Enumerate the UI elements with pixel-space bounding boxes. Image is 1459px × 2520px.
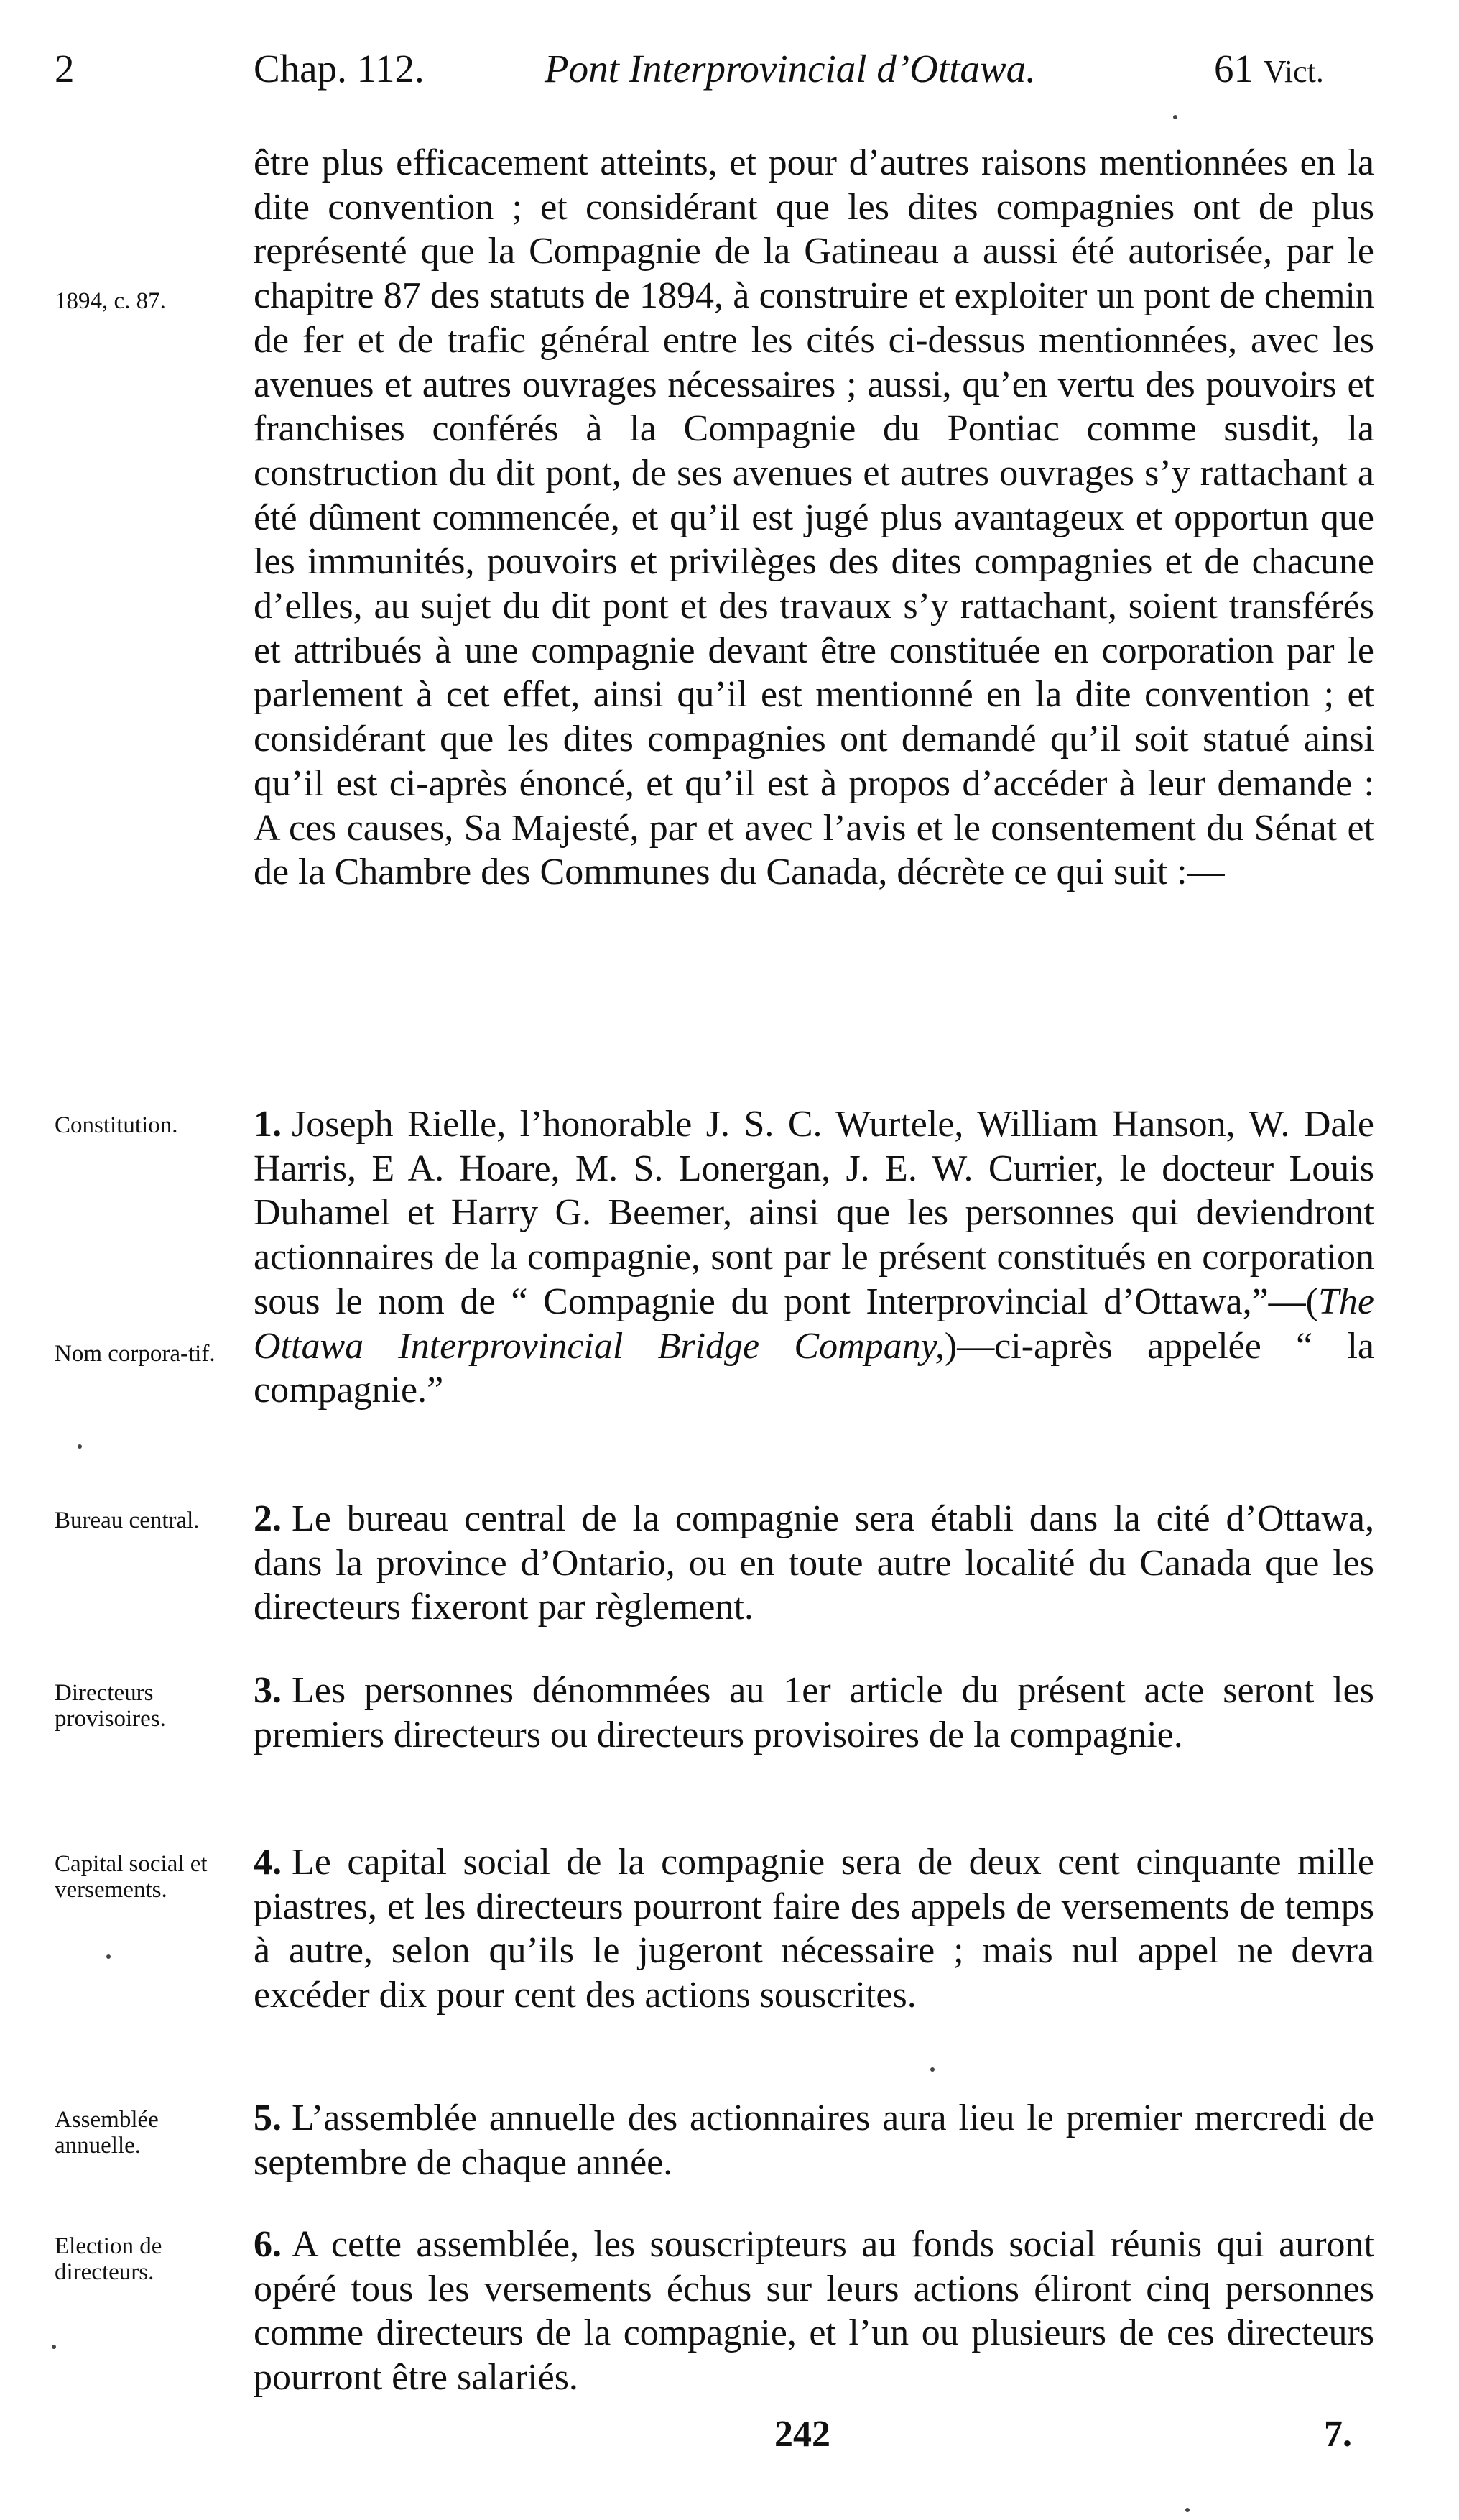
section-text: Joseph Rielle, l’honorable J. S. C. Wurtele, William Hanson, W. Dale Harris, E A. Hoare, M. S. Lonergan, J. E. W. Currier, le docteur Louis Duhamel et Harry G. Beemer, ainsi que les personnes qui deviendront actionnaires de la compagnie, sont par le présent constitués en corporation sous le nom de “ Compagnie du pont Interprovincial d’Ottawa,”—(: [254, 1104, 1374, 1322]
page-number: 2: [55, 47, 75, 91]
margin-note-election-directeurs: Election de directeurs.: [55, 2233, 162, 2285]
section-number: 6.: [254, 2224, 282, 2265]
section-number: 2.: [254, 1498, 282, 1539]
section-text: Le bureau central de la compagnie sera établi dans la cité d’Ottawa, dans la province d’Ontario, ou en toute autre localité du Canada que les directeurs fixeront par règlement.: [254, 1498, 1374, 1628]
section-6: [254, 2223, 1374, 2400]
catchword: 7.: [1324, 2414, 1352, 2455]
section-1: [254, 1102, 1374, 1413]
section-3: [254, 1669, 1374, 1757]
section-text: A cette assemblée, les souscripteurs au fonds social réunis qui auront opéré tous les versements échus sur leurs actions éliront cinq personnes comme directeurs de la compagnie, et l’un ou plusieurs de ces directeurs pourront être salariés.: [254, 2224, 1374, 2399]
section-text: Les personnes dénommées au 1er article du présent acte seront les premiers directeurs ou directeurs provisoires de la compagnie.: [254, 1670, 1374, 1755]
section-5: [254, 2096, 1374, 2184]
section-text: Le capital social de la compagnie sera de deux cent cinquante mille piastres, et les directeurs pourront faire des appels de versements de temps à autre, selon qu’ils le jugeront nécessaire ; mais nul appel ne devra excéder dix pour cent des actions souscrites.: [254, 1842, 1374, 2016]
scan-speck: [106, 1954, 111, 1959]
chapter-label: Chap. 112.: [254, 47, 425, 91]
section-2: [254, 1497, 1374, 1630]
section-number: 5.: [254, 2097, 282, 2138]
margin-note-capital-social: Capital social et versements.: [55, 1851, 208, 1903]
section-text-continued: )—ci-après appelée “ la compagnie.”: [254, 1325, 1374, 1411]
scan-speck: [1185, 2508, 1190, 2512]
section-4: [254, 1840, 1374, 2018]
margin-note-constitution: Constitution.: [55, 1112, 178, 1138]
scan-speck: [1173, 115, 1177, 119]
scan-speck: [78, 1444, 82, 1449]
section-number: 1.: [254, 1104, 282, 1145]
margin-note-assemblee-annuelle: Assemblée annuelle.: [55, 2107, 159, 2159]
margin-note-bureau-central: Bureau central.: [55, 1508, 200, 1533]
regnal-year-number: 61: [1214, 47, 1254, 91]
preamble-text: être plus efficacement atteints, et pour d’autres raisons mentionnées en la dite convention ; et considérant que les dites compagnies ont de plus représenté que la Compagnie de la Gatineau a aussi été autorisée, par le chapitre 87 des statuts de 1894, à construire et exploiter un pont de chemin de fer et de trafic général entre les cités ci-dessus mentionnées, avec les avenues et autres ouvrages nécessaires ; aussi, qu’en vertu des pouvoirs et franchises conférés à la Compagnie du Pontiac comme susdit, la construction du dit pont, de ses avenues et autres ouvrages s’y rattachant a été dûment commencée, et qu’il est jugé plus avantageux et opportun que les immunités, pouvoirs et privilèges des dites compagnies et de chacune d’elles, au sujet du dit pont et des travaux s’y rattachant, soient transférés et attribués à une compagnie devant être constituée en corporation par le parlement à cet effet, ainsi qu’il est mentionné en la dite convention ; et considérant que les dites compagnies ont demandé qu’il soit statué ainsi qu’il est ci-après énoncé, et qu’il est à propos d’accéder à leur demande : A ces causes, Sa Majesté, par et avec l’avis et le consentement du Sénat et de la Chambre des Communes du Canada, décrète ce qui suit :—: [254, 142, 1374, 893]
folio-number: 242: [774, 2414, 830, 2455]
margin-note-nom-corporatif: Nom corpora-tif.: [55, 1341, 216, 1367]
section-text: L’assemblée annuelle des actionnaires aura lieu le premier mercredi de septembre de chaque année.: [254, 2097, 1374, 2183]
running-title: Pont Interprovincial d’Ottawa.: [545, 47, 1036, 91]
regnal-year-suffix: Vict.: [1263, 54, 1324, 89]
section-number: 3.: [254, 1670, 282, 1711]
margin-note-directeurs-provisoires: Directeurs provisoires.: [55, 1680, 166, 1732]
scan-speck: [930, 2067, 935, 2072]
regnal-year: [1214, 47, 1324, 91]
company-english-name: The Ottawa Interprovincial Bridge Company,: [254, 1280, 1374, 1367]
scan-speck: [52, 2345, 56, 2349]
margin-note-statute-ref: 1894, c. 87.: [55, 288, 166, 314]
section-number: 4.: [254, 1842, 282, 1883]
